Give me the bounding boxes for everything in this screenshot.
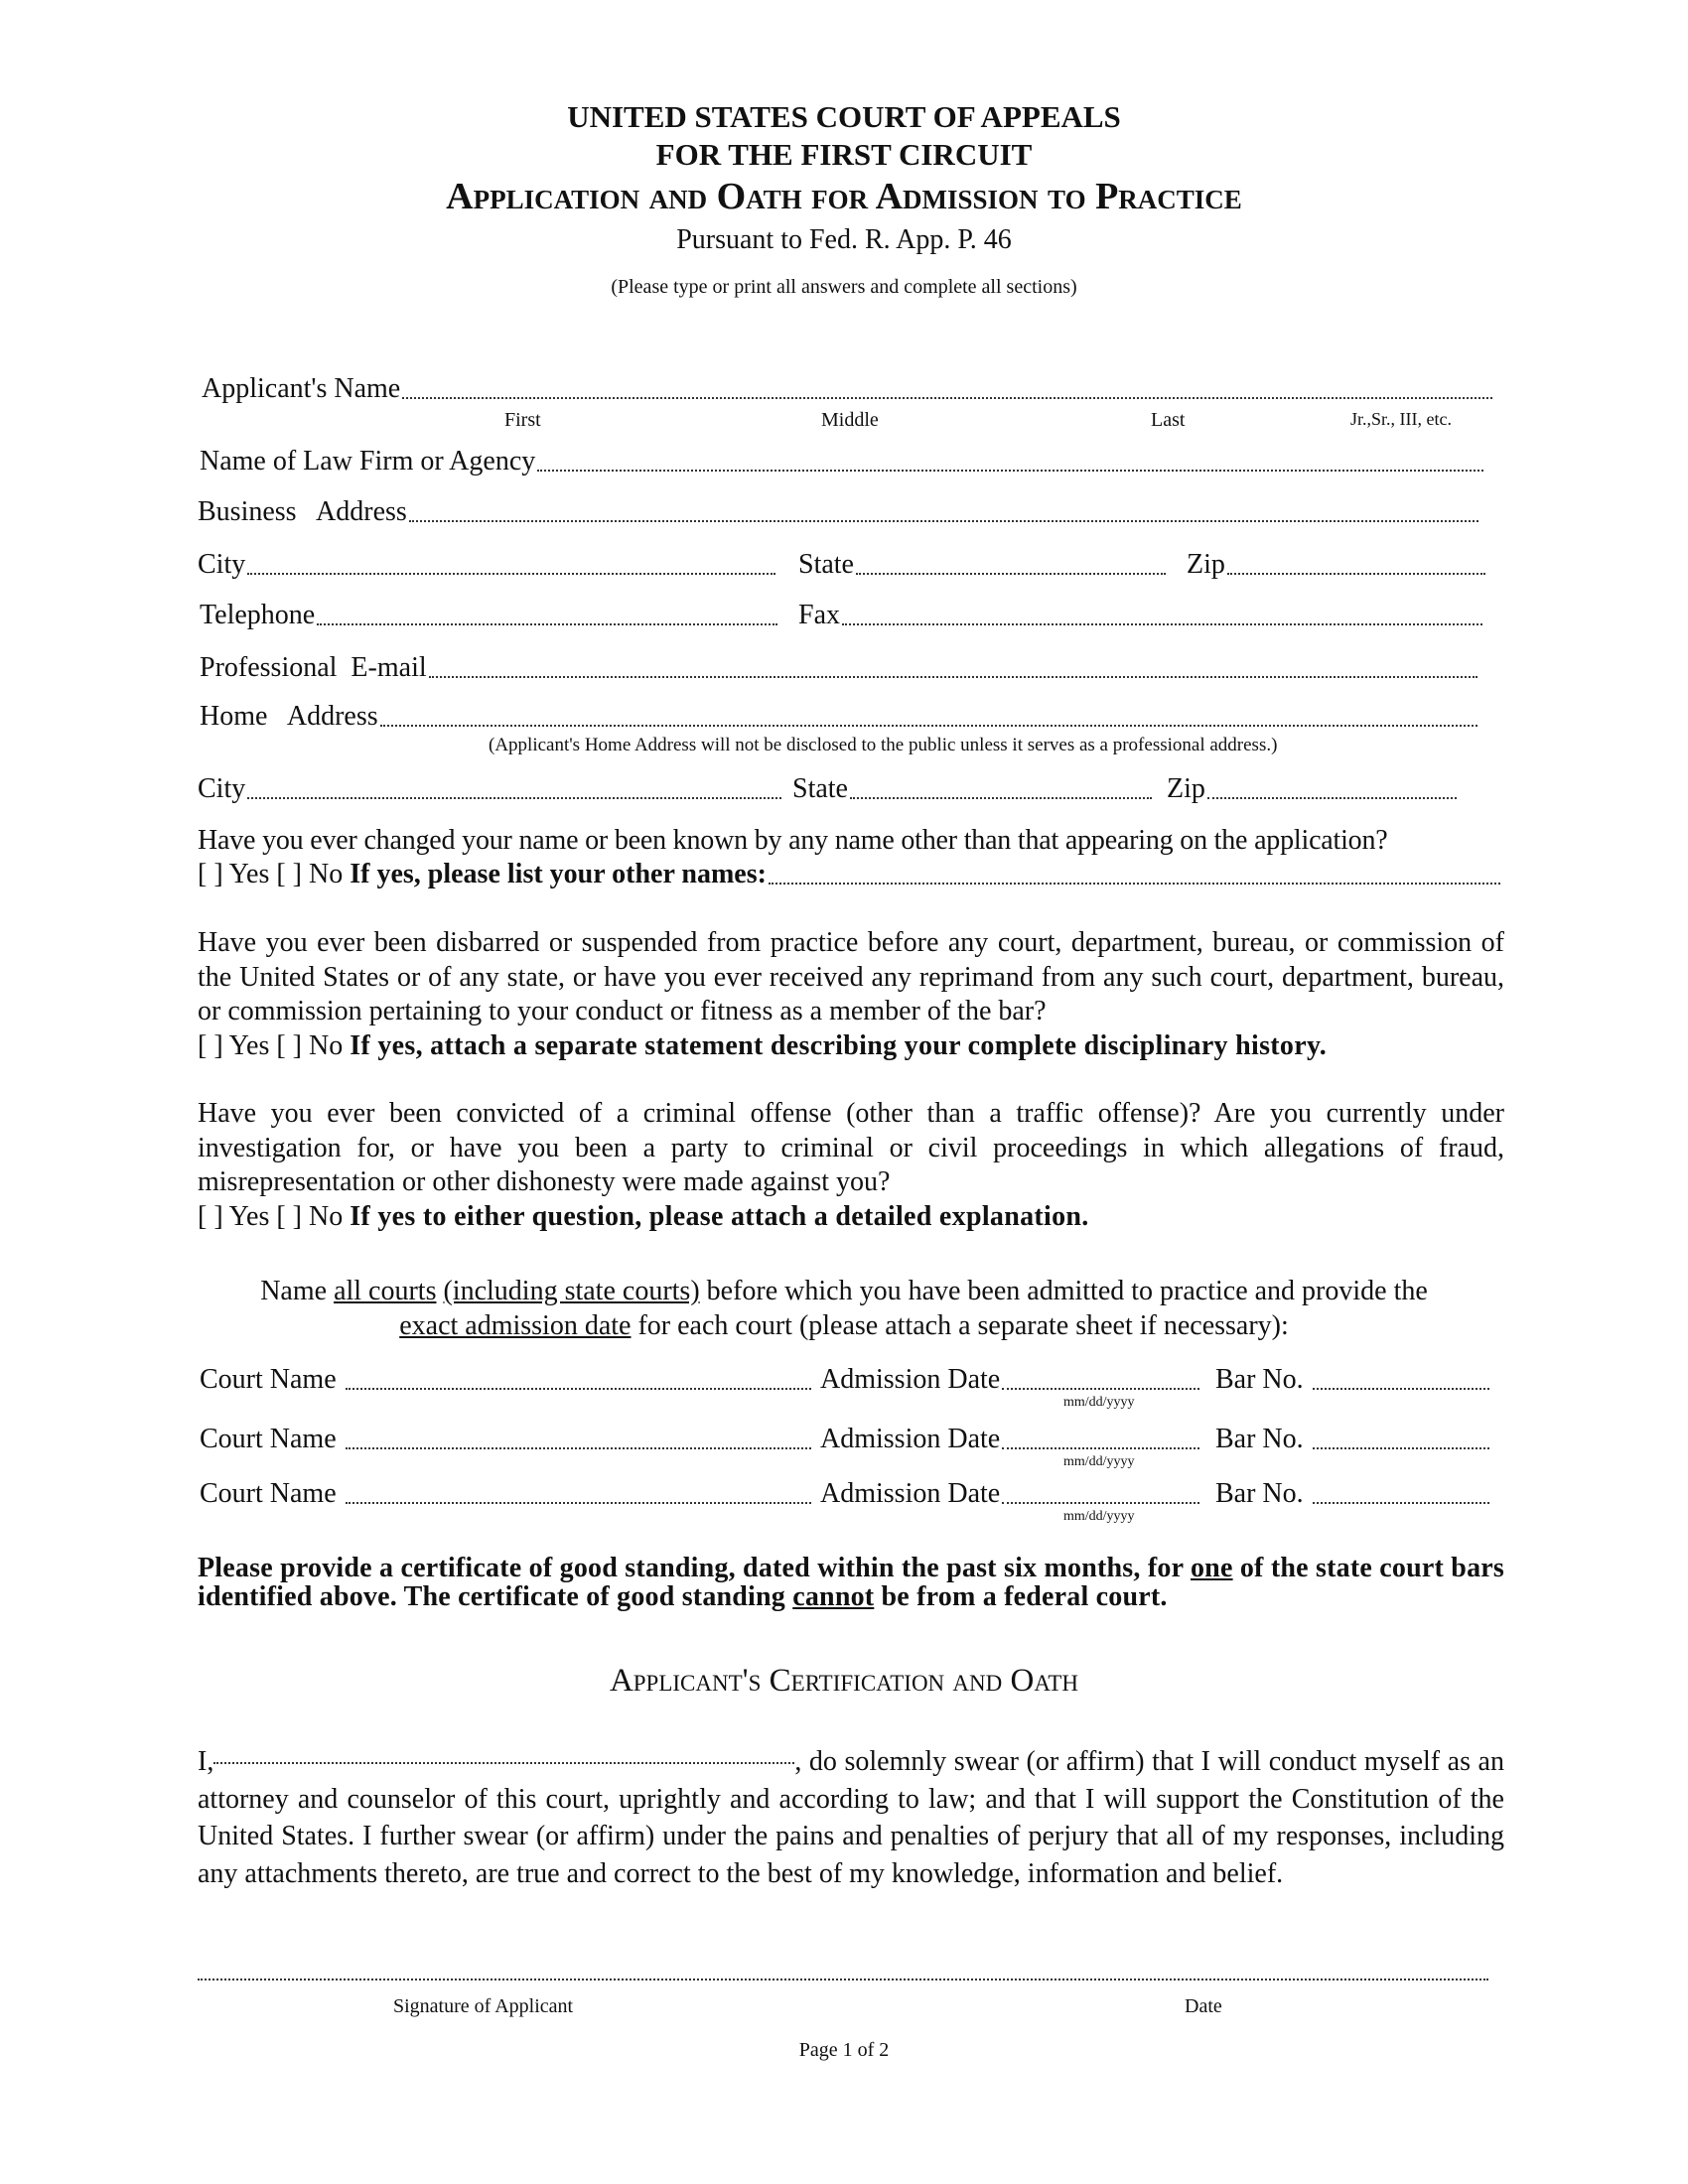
label: Admission Date (820, 1478, 1001, 1509)
question-text: Have you ever been disbarred or suspended from practice before any court, department, bureau, or commission of the United States or of any state, or have you ever received any reprimand from any such court, department, bureau, or commission pertaining to your conduct or fitness as a member of the bar? (198, 927, 1504, 1026)
bar-number-field[interactable] (1215, 1363, 1489, 1397)
signature-line[interactable] (198, 1979, 1488, 1980)
circuit-name: FOR THE FIRST CIRCUIT (655, 137, 1033, 172)
instruction: If yes to either question, please attach a detailed explanation. (350, 1200, 1089, 1232)
name-part-suffix: Jr.,Sr., III, etc. (1350, 409, 1452, 429)
label: Bar No. (1215, 1364, 1304, 1395)
question-1-answer[interactable] (198, 858, 1500, 891)
form-title: Application and Oath for Admission to Practice (446, 176, 1242, 217)
yes-no-checkboxes[interactable]: [ ] Yes [ ] No (198, 859, 344, 889)
leader (850, 797, 1152, 799)
label: State (792, 773, 848, 804)
leader (842, 623, 1482, 625)
question-3 (198, 1097, 1504, 1234)
label: Court Name (200, 1424, 337, 1454)
yes-no-checkboxes[interactable]: [ ] Yes [ ] No (198, 1200, 344, 1232)
name-part-last: Last (1151, 409, 1186, 431)
question-text: Have you ever been convicted of a criminal offense (other than a traffic offense)? Are you currently under investigation for, or have you been a party to criminal or civil proceedings in which allegations of fraud, misrepresentation or other dishonesty were made against you? (198, 1098, 1504, 1197)
text: exact admission date (399, 1310, 632, 1341)
business-address-field[interactable] (198, 495, 1478, 529)
leader (380, 725, 1477, 727)
page-number: Page 1 of 2 (798, 2039, 890, 2061)
leader (247, 797, 781, 799)
applicant-name-oath-field[interactable] (213, 1762, 794, 1764)
leader (429, 676, 1477, 678)
question-text: Have you ever changed your name or been known by any name other than that appearing on the application? (198, 825, 1388, 856)
leader (346, 1447, 811, 1449)
label: Business Address (198, 496, 407, 527)
business-city-state-zip (198, 548, 1485, 582)
text: one (1190, 1553, 1233, 1583)
oath-heading: Applicant's Certification and Oath (609, 1663, 1079, 1699)
label: Fax (798, 600, 840, 630)
label: Name of Law Firm or Agency (200, 446, 536, 477)
court-row (200, 1477, 1489, 1511)
admission-date-field[interactable] (820, 1363, 1199, 1397)
city-field[interactable] (198, 548, 775, 582)
name-part-middle: Middle (821, 409, 879, 431)
label: Telephone (200, 600, 316, 630)
instruction: If yes, please list your other names: (350, 859, 767, 889)
home-city-state-zip (198, 772, 1457, 806)
certificate-notice (198, 1554, 1504, 1611)
form-subtitle: Pursuant to Fed. R. App. P. 46 (676, 224, 1012, 255)
other-names-leader[interactable] (769, 883, 1500, 885)
text: for each court (please attach a separate sheet if necessary): (631, 1310, 1289, 1341)
text: be from a federal court. (874, 1581, 1168, 1612)
leader (346, 1502, 811, 1504)
text: , do solemnly swear (or affirm) that I will conduct myself as an attorney and counselor of this court, uprightly and according to law; and that I will support the Constitution of the United States. I further swear (or affirm) under the pains and penalties of perjury that all of my responses, including any attachments thereto, are true and correct to the best of my knowledge, information and belief. (198, 1746, 1504, 1889)
text: I, (198, 1746, 214, 1777)
courts-intro (0, 1274, 1688, 1343)
bar-number-field[interactable] (1215, 1423, 1489, 1456)
applicant-name-field[interactable] (202, 372, 1492, 406)
signature-label: Signature of Applicant (393, 1995, 574, 2017)
label: Zip (1187, 549, 1225, 580)
leader (346, 1388, 811, 1390)
leader (1002, 1502, 1199, 1504)
leader (1313, 1502, 1489, 1504)
leader (317, 623, 777, 625)
oath-text (198, 1743, 1504, 1892)
court-name-field[interactable] (200, 1423, 811, 1456)
label: Admission Date (820, 1424, 1001, 1454)
date-label: Date (1185, 1995, 1222, 2017)
leader (1227, 573, 1485, 575)
label: Applicant's Name (202, 373, 401, 404)
email-field[interactable] (200, 651, 1477, 685)
date-format-hint: mm/dd/yyyy (1063, 1454, 1135, 1469)
label: Court Name (200, 1478, 337, 1509)
text: before which you have been admitted to practice and provide the (699, 1276, 1428, 1306)
telephone-field[interactable] (200, 599, 777, 632)
leader (1313, 1388, 1489, 1390)
text: of the state court bars identified above. The certificate of good standing (198, 1553, 1504, 1612)
text: Name (260, 1276, 335, 1306)
question-1 (198, 824, 1508, 859)
label: Home Address (200, 701, 378, 732)
leader (1207, 797, 1457, 799)
leader (856, 573, 1166, 575)
court-name-field[interactable] (200, 1477, 811, 1511)
yes-no-checkboxes[interactable]: [ ] Yes [ ] No (198, 1029, 344, 1061)
home-address-note: (Applicant's Home Address will not be disclosed to the public unless it serves as a professional address.) (489, 735, 1278, 755)
home-address-field[interactable] (200, 700, 1477, 734)
zip-field[interactable] (1187, 548, 1485, 582)
name-part-first: First (504, 409, 541, 431)
fax-field[interactable] (798, 599, 1482, 632)
court-name-field[interactable] (200, 1363, 811, 1397)
law-firm-field[interactable] (200, 445, 1483, 478)
date-format-hint: mm/dd/yyyy (1063, 1509, 1135, 1524)
leader (537, 470, 1483, 472)
text: all courts (334, 1276, 437, 1306)
leader (1313, 1447, 1489, 1449)
court-row (200, 1363, 1489, 1397)
label: Court Name (200, 1364, 337, 1395)
admission-date-field[interactable] (820, 1423, 1199, 1456)
label: Bar No. (1215, 1478, 1304, 1509)
leader (247, 573, 775, 575)
label: City (198, 773, 246, 804)
text: Please provide a certificate of good standing, dated within the past six months, for (198, 1553, 1191, 1583)
label: Professional E-mail (200, 652, 427, 683)
instructions: (Please type or print all answers and complete all sections) (611, 276, 1077, 298)
court-row (200, 1423, 1489, 1456)
admission-date-field[interactable] (820, 1477, 1199, 1511)
leader (402, 397, 1492, 399)
leader (409, 520, 1478, 522)
home-zip-field[interactable] (1167, 772, 1457, 806)
date-format-hint: mm/dd/yyyy (1063, 1395, 1135, 1410)
leader (1002, 1388, 1199, 1390)
leader (1002, 1447, 1199, 1449)
home-city-field[interactable] (198, 772, 781, 806)
label: City (198, 549, 246, 580)
court-name: UNITED STATES COURT OF APPEALS (567, 99, 1121, 134)
text: cannot (792, 1581, 875, 1612)
home-state-field[interactable] (792, 772, 1152, 806)
label: Admission Date (820, 1364, 1001, 1395)
instruction: If yes, attach a separate statement describing your complete disciplinary history. (350, 1029, 1327, 1061)
bar-number-field[interactable] (1215, 1477, 1489, 1511)
label: Zip (1167, 773, 1205, 804)
state-field[interactable] (798, 548, 1166, 582)
text: (including state courts) (443, 1276, 700, 1306)
label: Bar No. (1215, 1424, 1304, 1454)
label: State (798, 549, 854, 580)
question-2 (198, 926, 1504, 1063)
phone-fax-row (200, 599, 1482, 632)
